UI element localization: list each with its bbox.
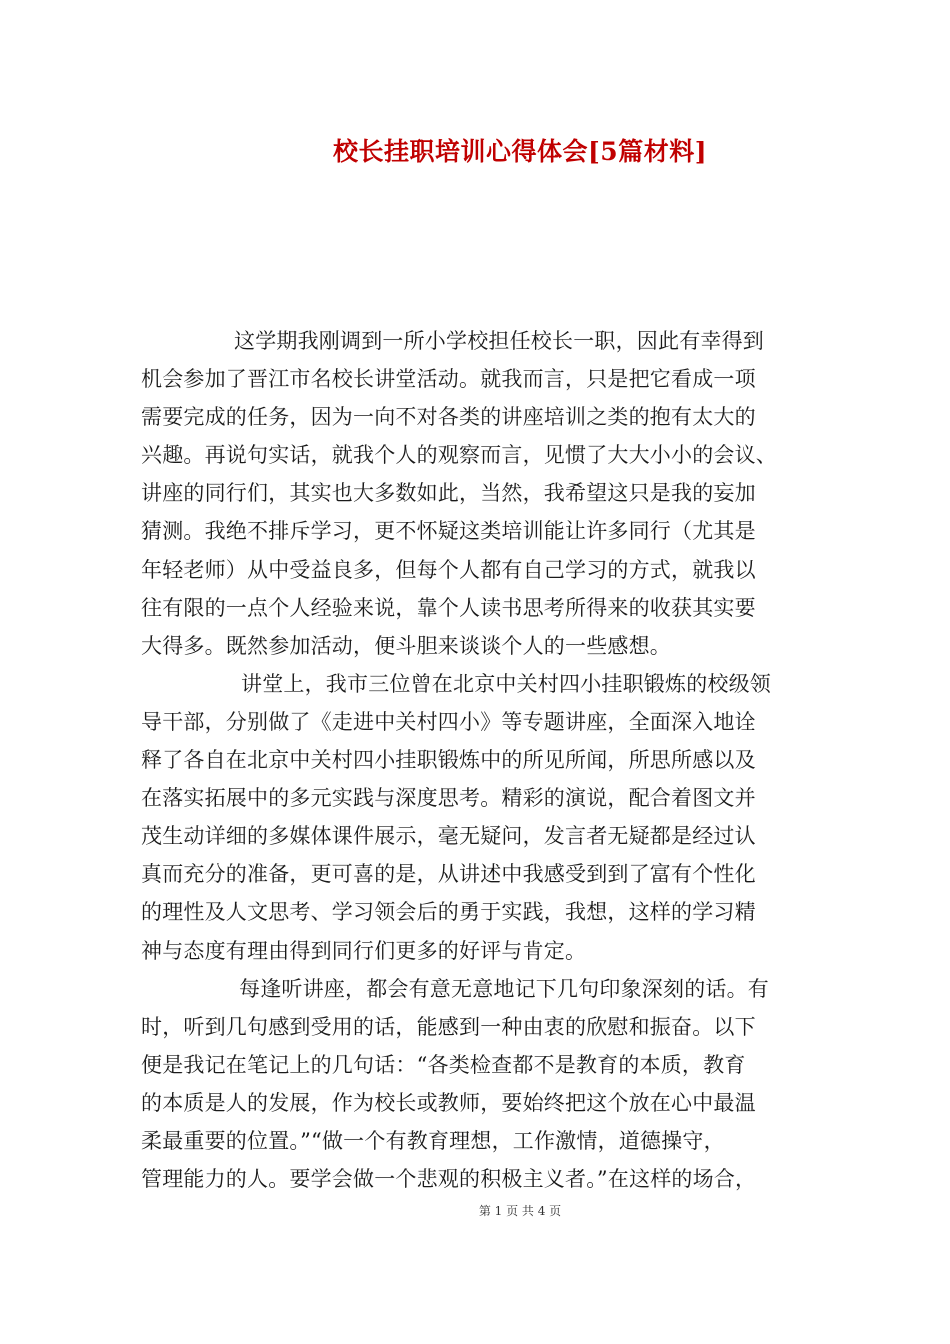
page-number-footer: 第 1 页 共 4 页 <box>478 1204 562 1218</box>
text-line: 年轻老师）从中受益良多，但每个人都有自己学习的方式，就我以 <box>141 557 756 582</box>
text-line: 大得多。既然参加活动，便斗胆来谈谈个人的一些感想。 <box>141 633 671 658</box>
document-title: 校长挂职培训心得体会[5篇材料] <box>332 137 708 166</box>
paragraph-1 <box>141 322 811 665</box>
text-line: 往有限的一点个人经验来说，靠个人读书思考所得来的收获其实要 <box>141 595 756 620</box>
paragraph-2 <box>141 665 811 970</box>
text-line: 时，听到几句感到受用的话，能感到一种由衷的欣慰和振奋。以下 <box>141 1014 756 1039</box>
text-line: 在落实拓展中的多元实践与深度思考。精彩的演说，配合着图文并 <box>141 786 756 811</box>
text-line: 需要完成的任务，因为一向不对各类的讲座培训之类的抱有太大的 <box>141 405 756 430</box>
text-line: 导干部，分别做了《走进中关村四小》等专题讲座，全面深入地诠 <box>141 709 756 734</box>
text-line: 每逢听讲座，都会有意无意地记下几句印象深刻的话。有 <box>239 976 769 1001</box>
text-line: 真而充分的准备，更可喜的是，从讲述中我感受到到了富有个性化 <box>141 862 756 887</box>
text-line: 机会参加了晋江市名校长讲堂活动。就我而言，只是把它看成一项 <box>141 367 756 392</box>
text-line: 柔最重要的位置。”“做一个有教育理想，工作激情，道德操守， <box>141 1128 725 1153</box>
text-line: 管理能力的人。要学会做一个悲观的积极主义者。”在这样的场合， <box>141 1167 757 1192</box>
text-line: 神与态度有理由得到同行们更多的好评与肯定。 <box>141 938 587 963</box>
text-line: 兴趣。再说句实话，就我个人的观察而言，见惯了大大小小的会议、 <box>141 443 777 468</box>
paragraph-3 <box>141 970 811 1199</box>
text-line: 释了各自在北京中关村四小挂职锻炼中的所见所闻，所思所感以及 <box>141 748 756 773</box>
text-line: 便是我记在笔记上的几句话：“各类检查都不是教育的本质，教育 <box>141 1052 746 1077</box>
text-line: 的理性及人文思考、学习领会后的勇于实践，我想，这样的学习精 <box>141 900 756 925</box>
text-line: 猜测。我绝不排斥学习，更不怀疑这类培训能让许多同行（尤其是 <box>141 519 756 544</box>
text-line: 茂生动详细的多媒体课件展示，毫无疑问，发言者无疑都是经过认 <box>141 824 756 849</box>
text-line: 讲座的同行们，其实也大多数如此，当然，我希望这只是我的妄加 <box>141 481 756 506</box>
text-line: 这学期我刚调到一所小学校担任校长一职，因此有幸得到 <box>234 329 764 353</box>
text-line: 讲堂上，我市三位曾在北京中关村四小挂职锻炼的校级领 <box>241 671 771 696</box>
document-body <box>141 322 811 1198</box>
text-line: 的本质是人的发展，作为校长或教师，要始终把这个放在心中最温 <box>141 1090 756 1115</box>
